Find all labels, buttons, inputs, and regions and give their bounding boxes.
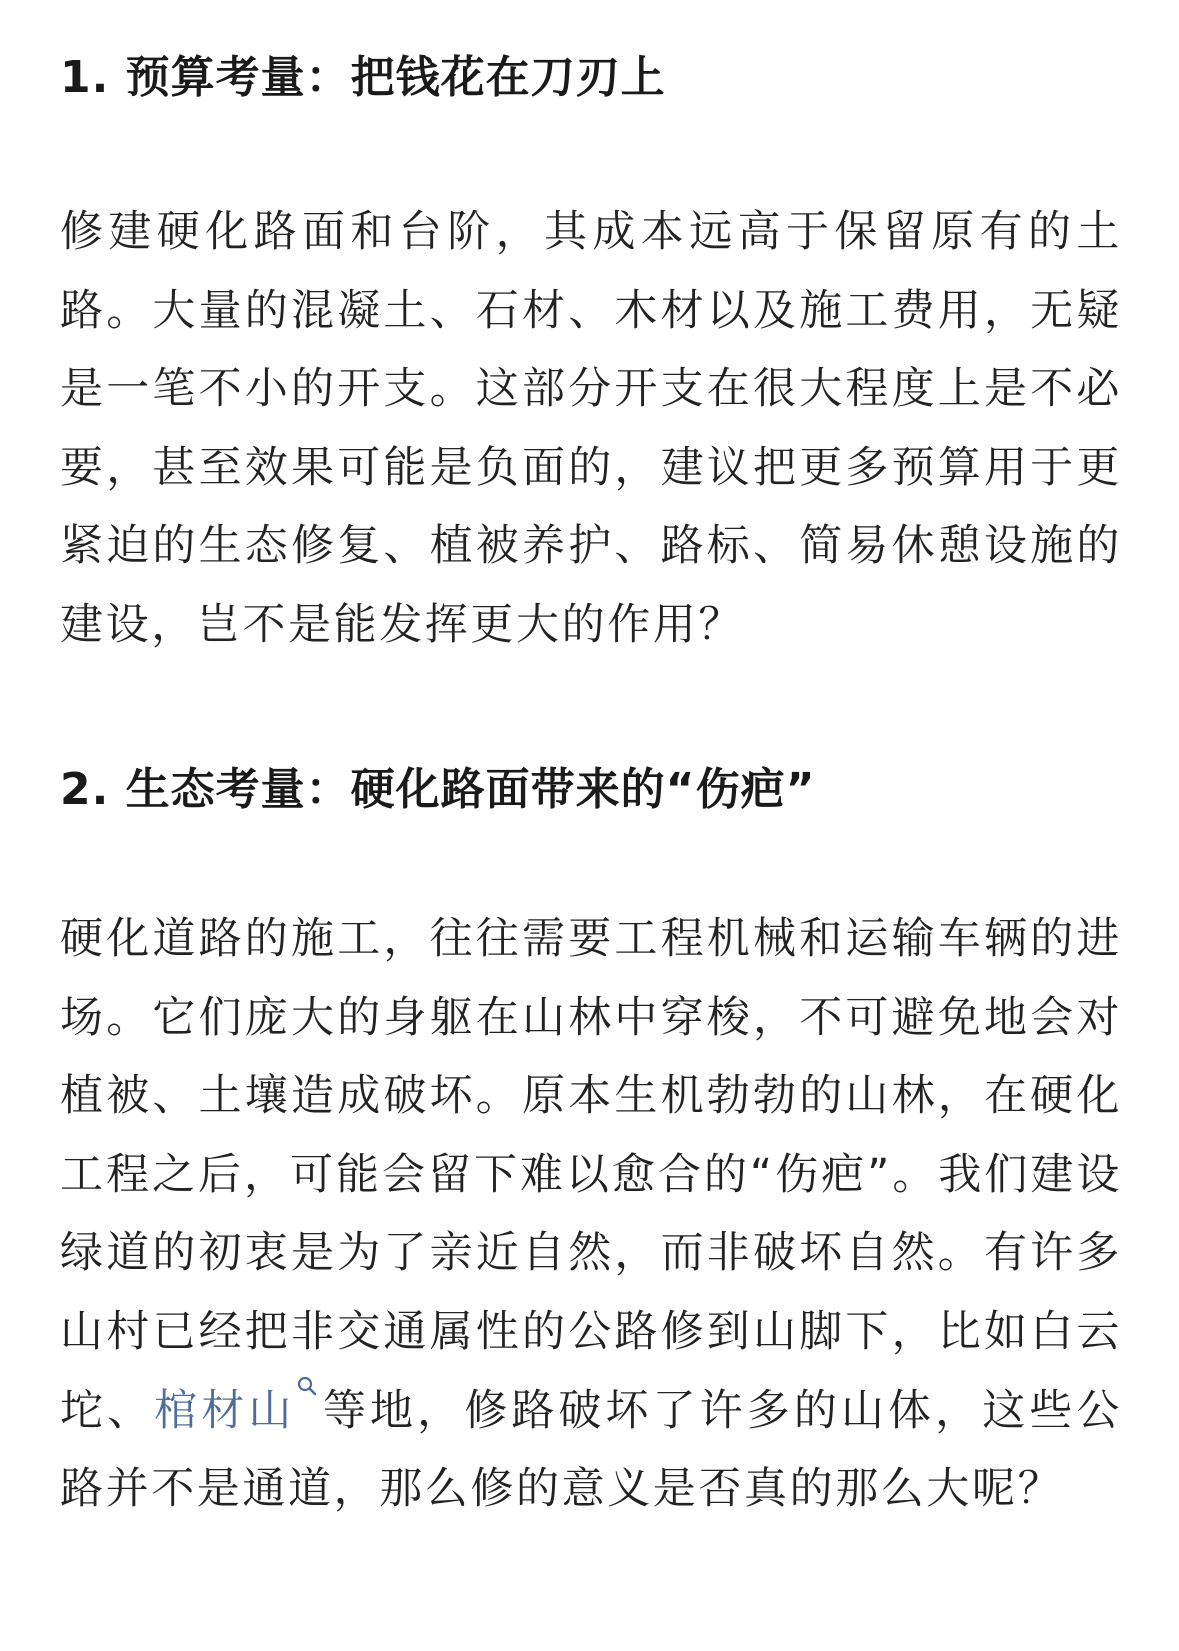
search-link-guancaishan[interactable]: 棺材山 — [154, 1385, 296, 1436]
section-2-paragraph — [60, 900, 1122, 1529]
section-1-paragraph: 修建硬化路面和台阶，其成本远高于保留原有的土路。大量的混凝土、石材、木材以及施工费用，无疑是一笔不小的开支。这部分开支在很大程度上是不必要，甚至效果可能是负面的，建议把更多预算用于更紧迫的生态修复、植被养护、路标、简易休憩设施的建设，岂不是能发挥更大的作用？ — [60, 207, 1122, 650]
section-2-text-after-link: 等地，修路破坏了许多的山体，这些公路并不是通道，那么修的意义是否真的那么大呢？ — [60, 1385, 1122, 1515]
section-1-heading: 1. 预算考量：把钱花在刀刃上 — [60, 52, 666, 103]
section-2-heading: 2. 生态考量：硬化路面带来的“伤疤” — [60, 764, 816, 815]
search-icon[interactable] — [297, 1372, 319, 1402]
section-2-text-before-link: 硬化道路的施工，往往需要工程机械和运输车辆的进场。它们庞大的身躯在山林中穿梭，不可避免地会对植被、土壤造成破坏。原本生机勃勃的山林，在硬化工程之后，可能会留下难以愈合的“伤疤”。我们建设绿道的初衷是为了亲近自然，而非破坏自然。有许多山村已经把非交通属性的公路修到山脚下，比如白云坨、 — [60, 914, 1122, 1436]
